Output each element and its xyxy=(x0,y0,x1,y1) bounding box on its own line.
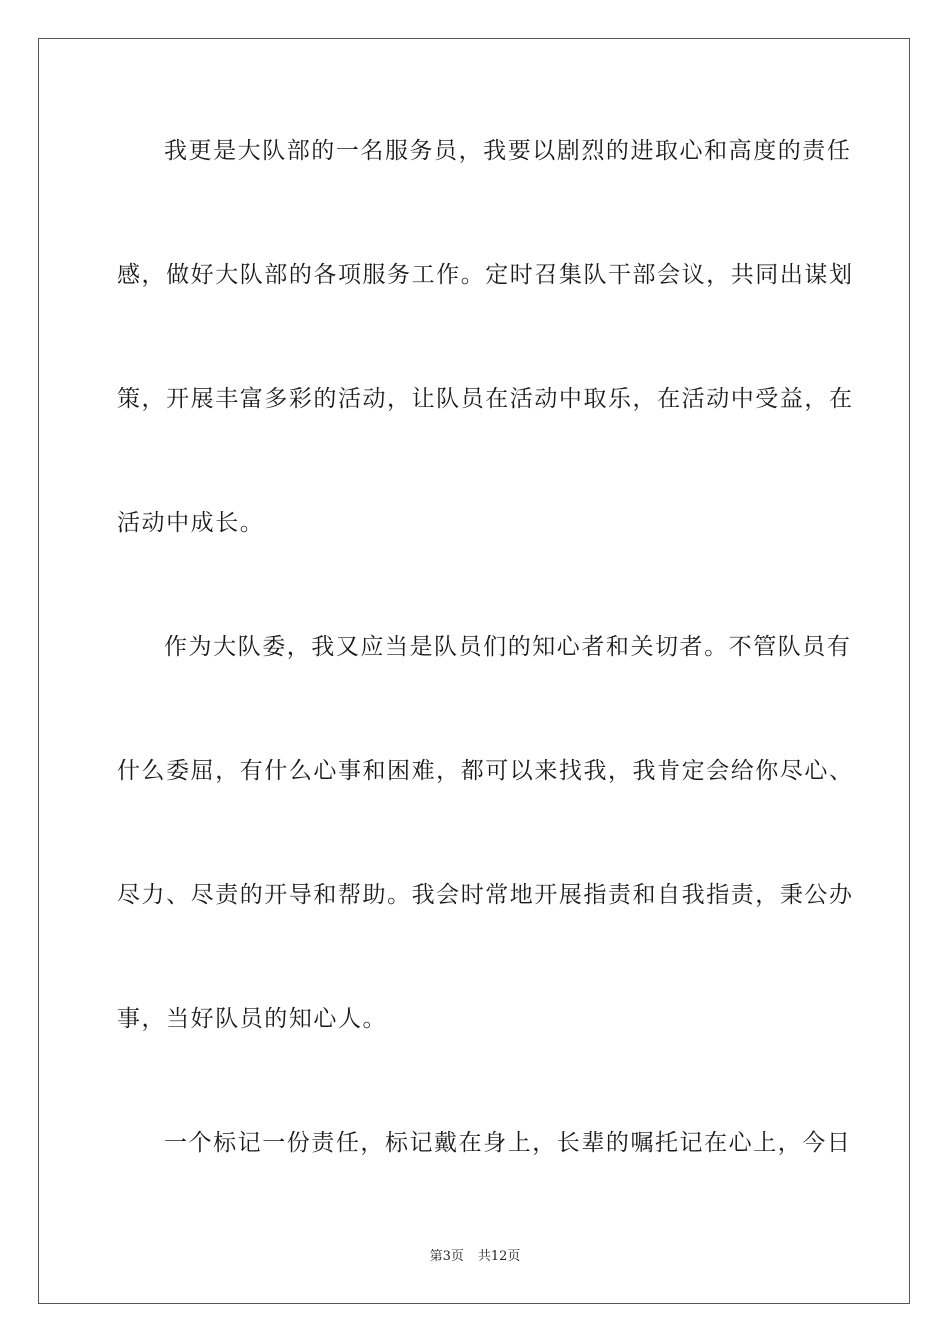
paragraph-1-line-3: 策，开展丰富多彩的活动，让队员在活动中取乐，在活动中受益，在 xyxy=(117,386,854,412)
paragraph-2-line-1: 作为大队委，我又应当是队员们的知心者和关切者。不管队员有 xyxy=(164,634,852,660)
page-footer xyxy=(0,1248,950,1266)
paragraph-3-line-1: 一个标记一份责任，标记戴在身上，长辈的嘱托记在心上，今日 xyxy=(164,1130,852,1156)
page-border xyxy=(38,38,910,1304)
paragraph-1-line-1: 我更是大队部的一名服务员，我要以剧烈的进取心和高度的责任 xyxy=(164,138,852,164)
page-number: 第3页 xyxy=(429,1249,464,1264)
paragraph-1-line-2: 感，做好大队部的各项服务工作。定时召集队干部会议，共同出谋划 xyxy=(117,262,854,288)
paragraph-1-line-4: 活动中成长。 xyxy=(117,510,265,536)
paragraph-2-line-4: 事，当好队员的知心人。 xyxy=(117,1006,388,1032)
page-total: 共12页 xyxy=(477,1249,521,1264)
paragraph-2-line-3: 尽力、尽责的开导和帮助。我会时常地开展指责和自我指责，秉公办 xyxy=(117,882,854,908)
paragraph-2-line-2: 什么委屈，有什么心事和困难，都可以来找我，我肯定会给你尽心、 xyxy=(117,758,854,784)
